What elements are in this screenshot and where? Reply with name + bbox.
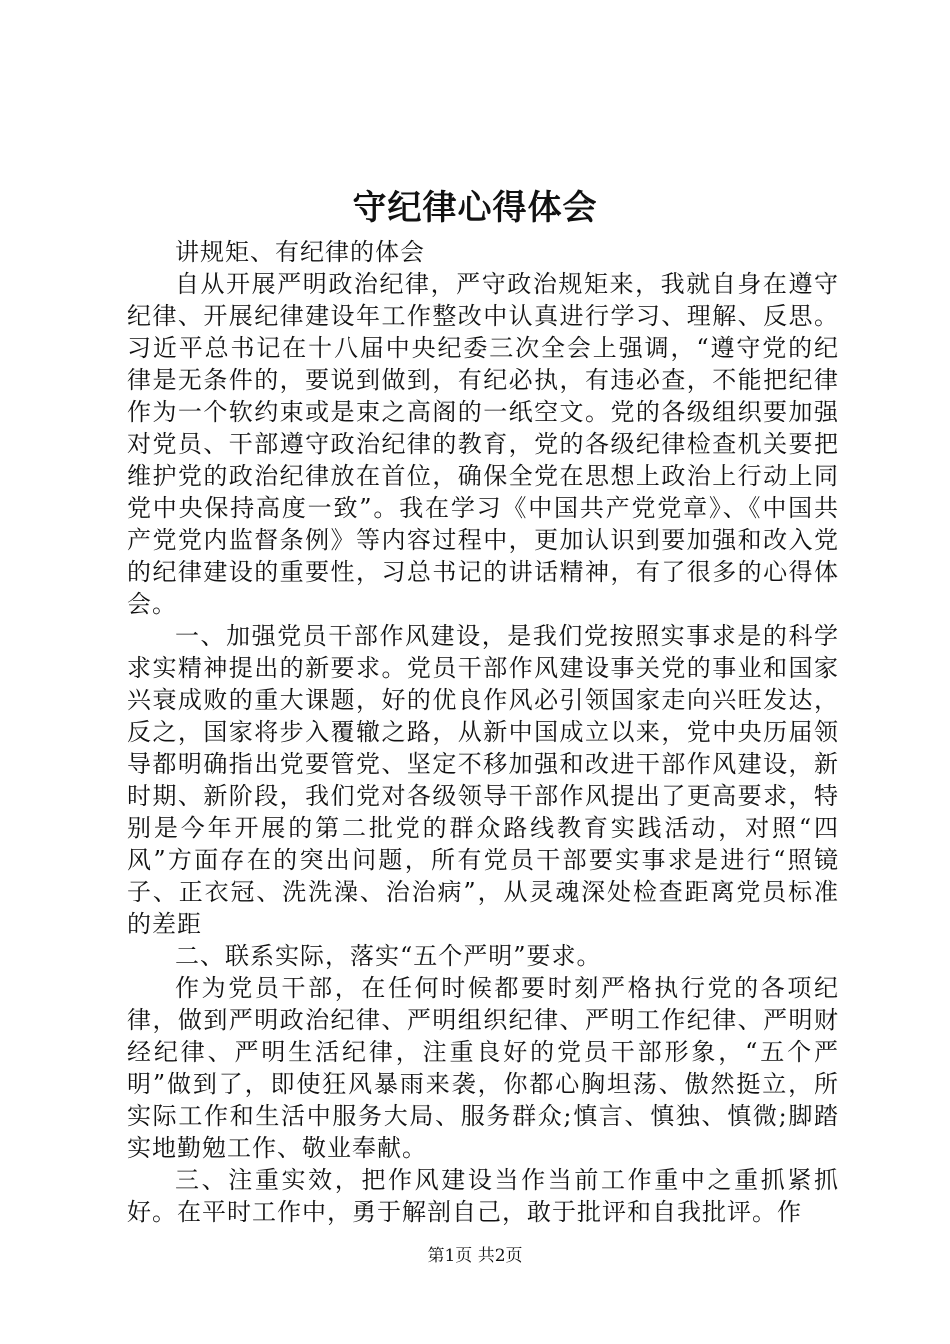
body-paragraph: 三、注重实效，把作风建设当作当前工作重中之重抓紧抓好。在平时工作中，勇于解剖自己，敢于批评和自我批评。作 xyxy=(127,1166,839,1226)
page-number-footer: 第1页 共2页 xyxy=(427,1246,523,1266)
body-paragraph: 作为党员干部，在任何时候都要时刻严格执行党的各项纪律，做到严明政治纪律、严明组织纪律、严明工作纪律、严明财经纪律、严明生活纪律，注重良好的党员干部形象，“五个严明”做到了，即使狂风暴雨来袭，你都心胸坦荡、傲然挺立，所实际工作和生活中服务大局、服务群众;慎言、慎独、慎微;脚踏实地勤勉工作、敬业奉献。 xyxy=(127,974,839,1162)
document-body xyxy=(127,236,839,1228)
document-title: 守纪律心得体会 xyxy=(352,188,598,228)
body-paragraph: 自从开展严明政治纪律，严守政治规矩来，我就自身在遵守纪律、开展纪律建设年工作整改中认真进行学习、理解、反思。习近平总书记在十八届中央纪委三次全会上强调，“遵守党的纪律是无条件的，要说到做到，有纪必执，有违必查，不能把纪律作为一个软约束或是束之高阁的一纸空文。党的各级组织要加强对党员、干部遵守政治纪律的教育，党的各级纪律检查机关要把维护党的政治纪律放在首位，确保全党在思想上政治上行动上同党中央保持高度一致”。我在学习《中国共产党党章》、《中国共产党党内监督条例》等内容过程中，更加认识到要加强和改入党的纪律建设的重要性，习总书记的讲话精神，有了很多的心得体会。 xyxy=(127,270,839,618)
subtitle-paragraph: 讲规矩、有纪律的体会 xyxy=(175,238,425,266)
body-paragraph: 一、加强党员干部作风建设，是我们党按照实事求是的科学求实精神提出的新要求。党员干部作风建设事关党的事业和国家兴衰成败的重大课题，好的优良作风必引领国家走向兴旺发达，反之，国家将步入覆辙之路，从新中国成立以来，党中央历届领导都明确指出党要管党、坚定不移加强和改进干部作风建设，新时期、新阶段，我们党对各级领导干部作风提出了更高要求，特别是今年开展的第二批党的群众路线教育实践活动，对照“四风”方面存在的突出问题，所有党员干部要实事求是进行“照镜子、正衣冠、洗洗澡、治治病”，从灵魂深处检查距离党员标准的差距 xyxy=(127,622,839,938)
body-paragraph: 二、联系实际，落实“五个严明”要求。 xyxy=(175,942,602,970)
